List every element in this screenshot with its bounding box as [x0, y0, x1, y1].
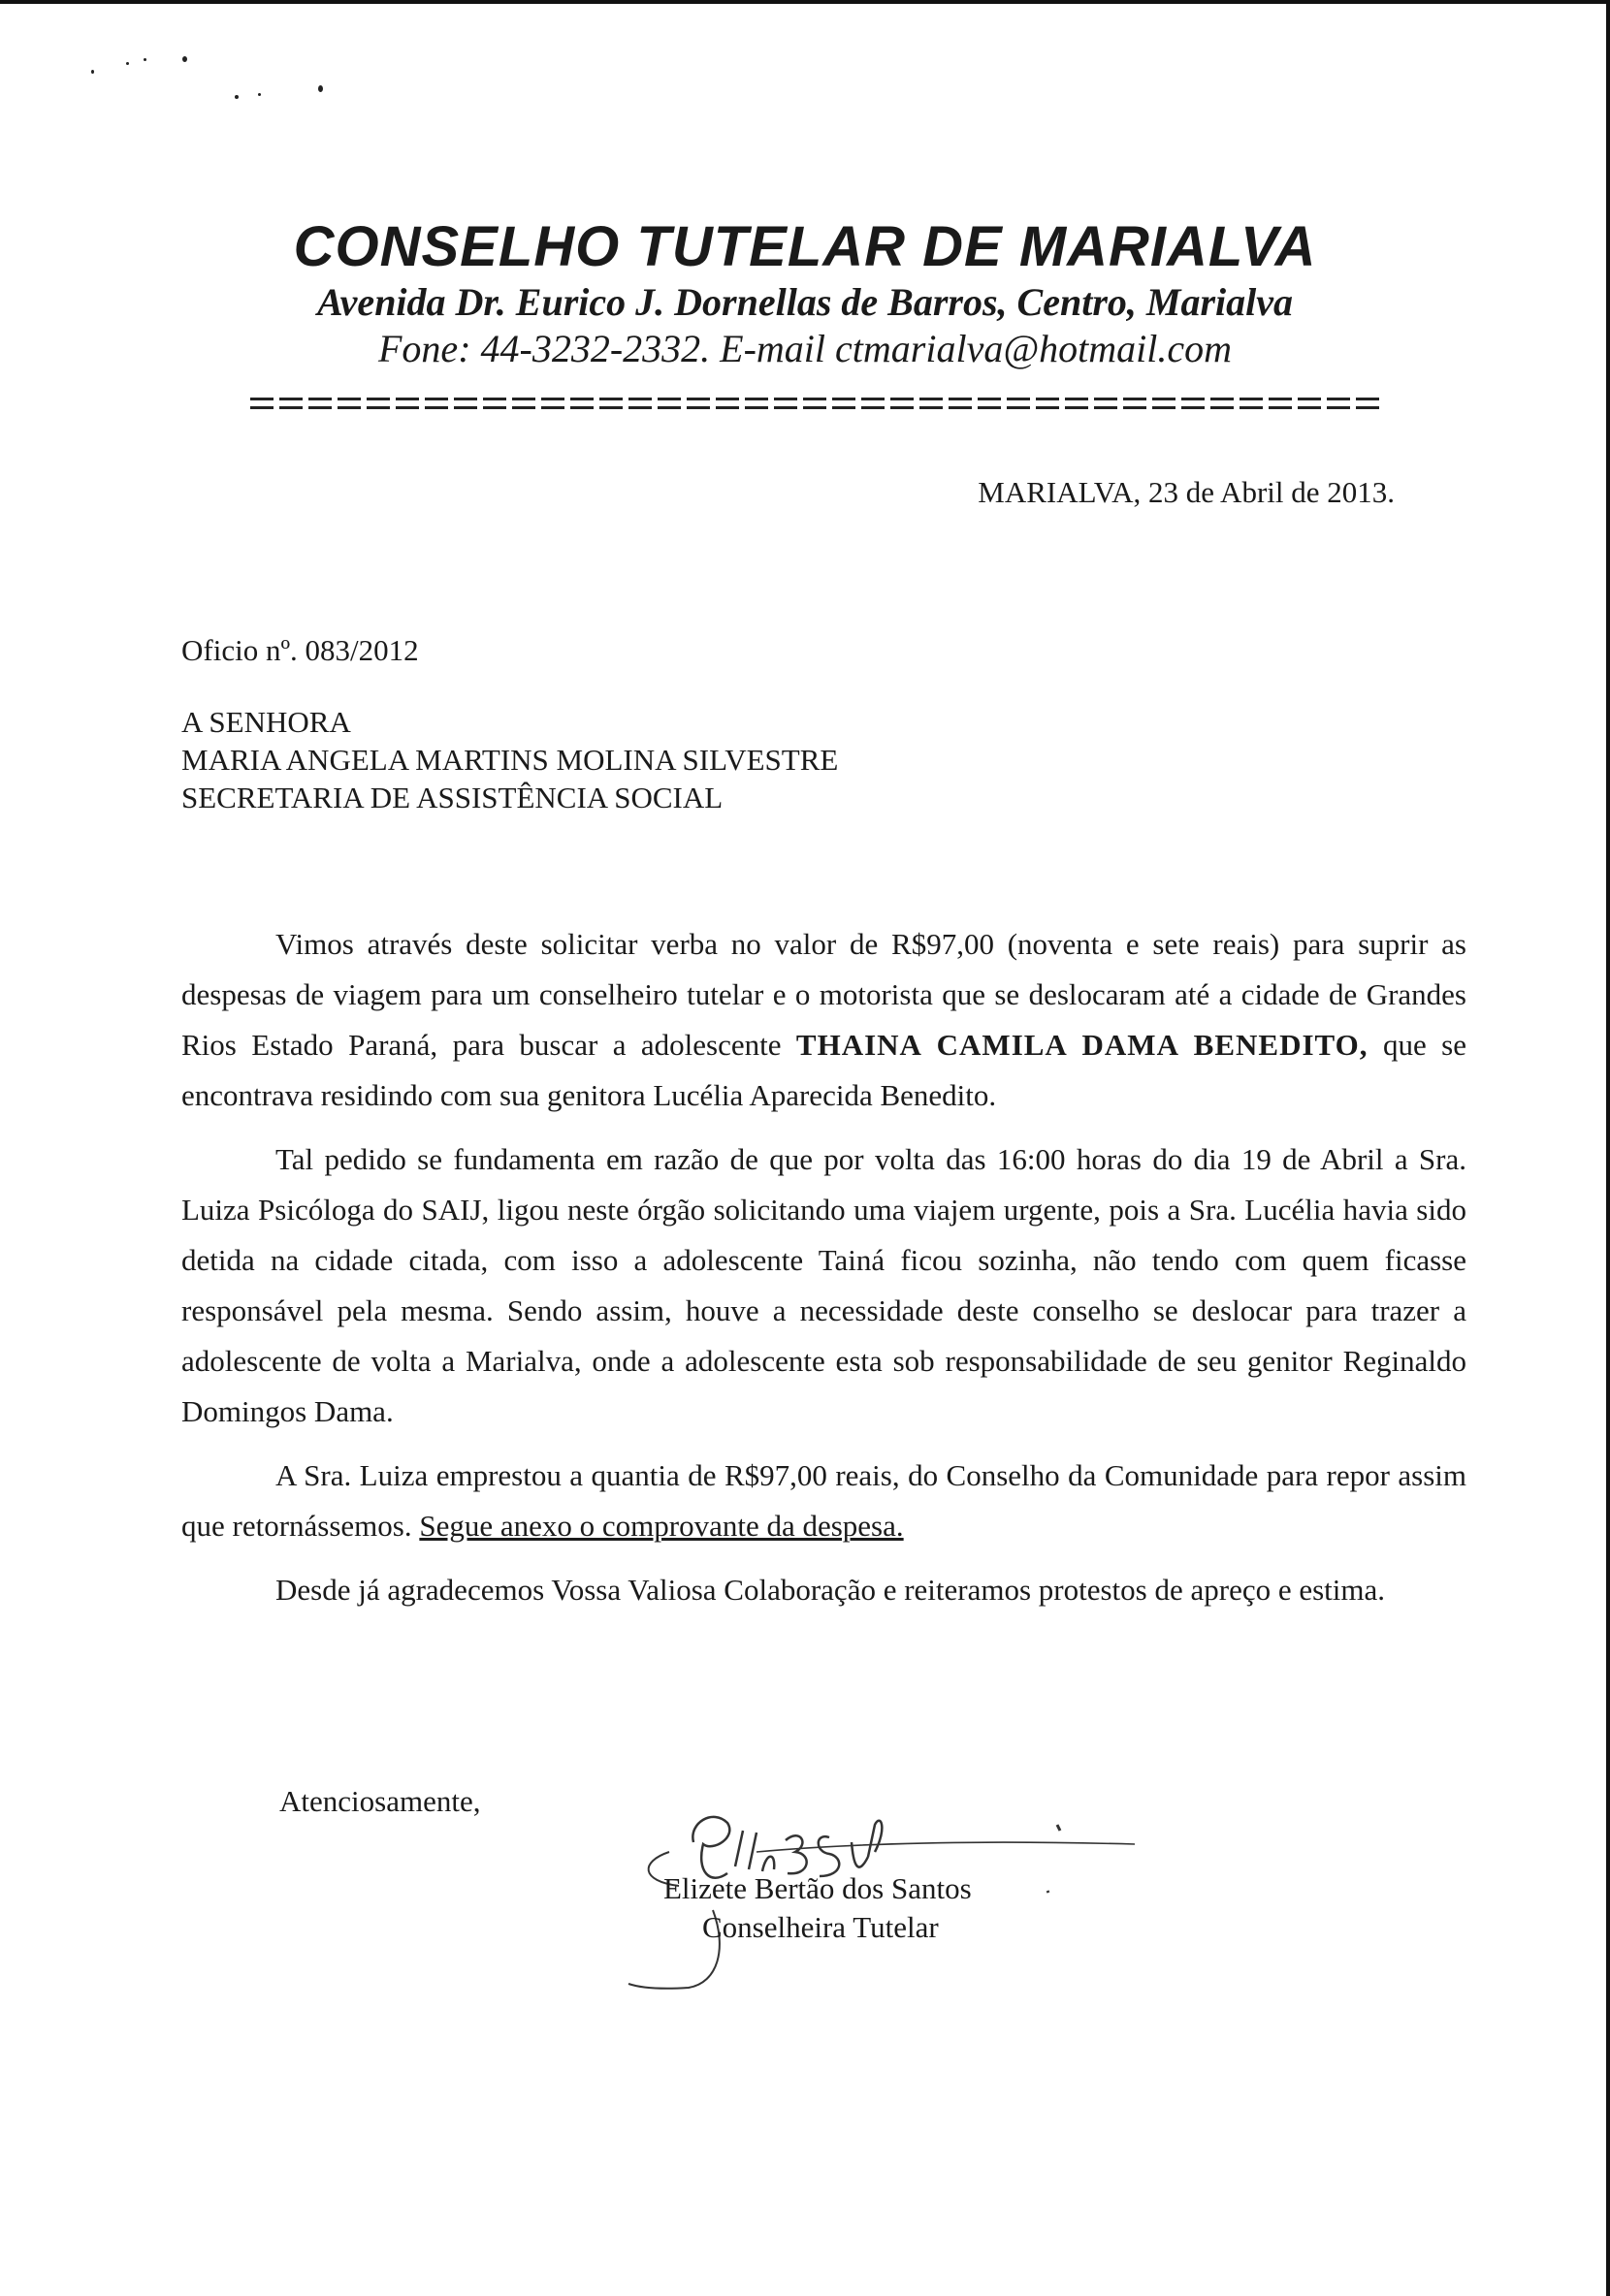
- letterhead: [0, 215, 1610, 372]
- letter-body: [181, 919, 1466, 1615]
- date-line: MARIALVA, 23 de Abril de 2013.: [978, 475, 1395, 509]
- body-paragraph-1: [181, 919, 1466, 1121]
- addressee-name: MARIA ANGELA MARTINS MOLINA SILVESTRE: [181, 743, 839, 777]
- p1-text-before: Vimos através deste solicitar verba no valor de R$97,00 (noventa e sete reais) para suprir as despesas de viagem para um conselheiro tutelar e o motorista que se deslocaram até a cidade de Grandes Rios Estado Paraná, para buscar a adolescente: [181, 927, 1466, 1062]
- org-address: Avenida Dr. Eurico J. Dornellas de Barros, Centro, Marialva: [316, 280, 1294, 324]
- oficio-number: Oficio nº. 083/2012: [181, 633, 419, 667]
- addressee-salutation: A SENHORA: [181, 705, 351, 739]
- signer-role: Conselheira Tutelar: [702, 1910, 939, 1944]
- scan-border-top: [0, 0, 1610, 4]
- p3-text-before: A Sra. Luiza emprestou a quantia de R$97,00 reais, do Conselho da Comunidade para repor assim que retornássemos.: [181, 1458, 1466, 1543]
- addressee-block: [181, 703, 838, 816]
- signer-name: Elizete Bertão dos Santos: [663, 1871, 972, 1905]
- body-paragraph-2: Tal pedido se fundamenta em razão de que por volta das 16:00 horas do dia 19 de Abril a Sra. Luiza Psicóloga do SAIJ, ligou neste órgão solicitando uma viajem urgente, pois a Sra. Lucélia havia sido detida na cidade citada, com isso a adolescente Tainá ficou sozinha, não tendo com quem ficasse responsável pela mesma. Sendo assim, houve a necessidade deste conselho se deslocar para trazer a adolescente de volta a Marialva, onde a adolescente esta sob responsabilidade de seu genitor Reginaldo Domingos Dama.: [181, 1142, 1466, 1428]
- body-paragraph-4: Desde já agradecemos Vossa Valiosa Colaboração e reiteramos protestos de apreço e estima.: [275, 1573, 1386, 1607]
- adolescent-name: THAINA CAMILA DAMA BENEDITO,: [795, 1028, 1368, 1062]
- org-name: CONSELHO TUTELAR DE MARIALVA: [293, 215, 1317, 278]
- org-contact: Fone: 44-3232-2332. E-mail ctmarialva@hotmail.com: [378, 327, 1232, 370]
- addressee-department: SECRETARIA DE ASSISTÊNCIA SOCIAL: [181, 781, 724, 814]
- signature-block: [621, 1784, 1164, 2036]
- letterhead-double-rule: [250, 398, 1385, 411]
- closing: Atenciosamente,: [279, 1784, 481, 1818]
- scan-specks: [87, 48, 339, 107]
- attachment-note: Segue anexo o comprovante da despesa.: [419, 1509, 904, 1543]
- p1-text-after: que se encontrava residindo com sua genitora Lucélia Aparecida Benedito.: [181, 1028, 1466, 1112]
- body-paragraph-3: [181, 1451, 1466, 1551]
